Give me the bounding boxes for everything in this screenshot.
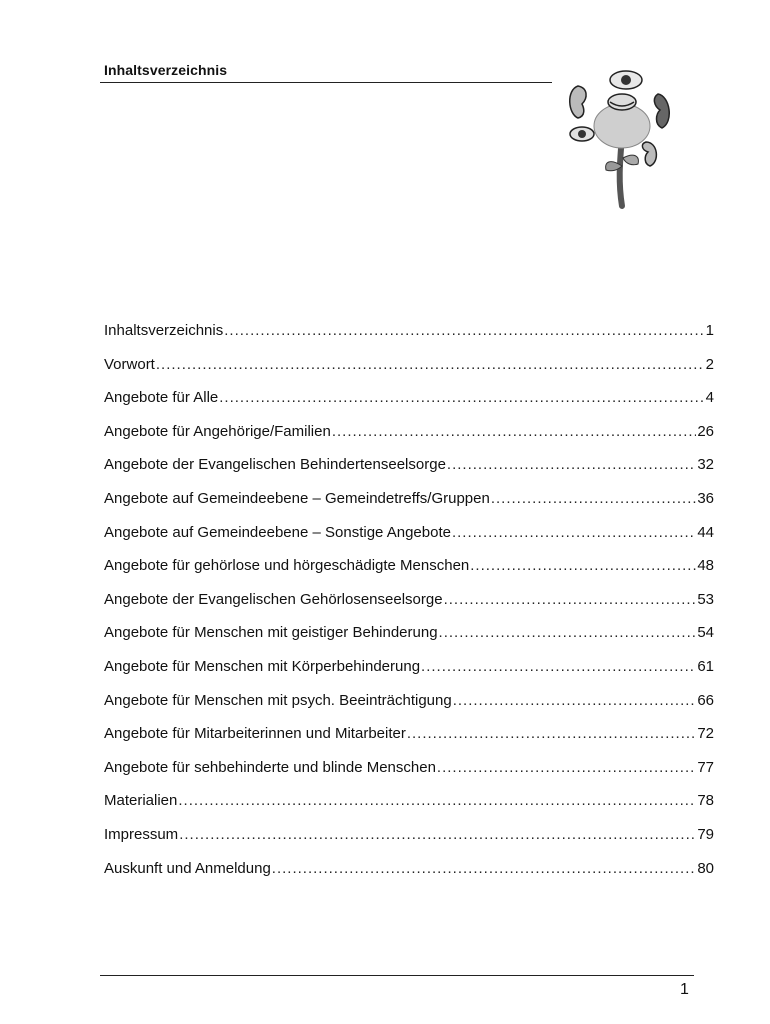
toc-leader-dots bbox=[447, 456, 696, 473]
toc-entry-page: 4 bbox=[705, 389, 714, 407]
sense-flower-logo-icon bbox=[560, 66, 684, 210]
toc-entry-page: 54 bbox=[697, 624, 714, 642]
toc-entry[interactable] bbox=[104, 759, 714, 793]
toc-entry-page: 48 bbox=[697, 557, 714, 575]
toc-leader-dots bbox=[470, 557, 696, 574]
table-of-contents bbox=[104, 322, 714, 893]
toc-entry-page: 80 bbox=[697, 859, 714, 877]
toc-entry-title: Angebote der Evangelischen Behindertenseelsorge bbox=[104, 456, 446, 474]
toc-entry-page: 44 bbox=[697, 523, 714, 541]
toc-entry[interactable] bbox=[104, 591, 714, 625]
toc-entry-title: Angebote für gehörlose und hörgeschädigte Menschen bbox=[104, 557, 470, 575]
page-number: 1 bbox=[680, 981, 689, 998]
toc-entry[interactable] bbox=[104, 692, 714, 726]
toc-entry[interactable] bbox=[104, 356, 714, 390]
toc-leader-dots bbox=[407, 725, 696, 742]
toc-leader-dots bbox=[453, 692, 697, 709]
toc-leader-dots bbox=[272, 860, 697, 877]
toc-leader-dots bbox=[444, 591, 697, 608]
toc-entry-page: 77 bbox=[697, 758, 714, 776]
toc-entry-page: 79 bbox=[697, 825, 714, 843]
toc-entry-title: Angebote auf Gemeindeebene – Gemeindetreffs/Gruppen bbox=[104, 489, 490, 507]
toc-entry-title: Auskunft und Anmeldung bbox=[104, 859, 271, 877]
toc-leader-dots bbox=[179, 826, 696, 843]
toc-leader-dots bbox=[219, 389, 704, 406]
toc-leader-dots bbox=[491, 490, 696, 507]
toc-leader-dots bbox=[332, 423, 696, 440]
toc-entry[interactable] bbox=[104, 826, 714, 860]
toc-entry[interactable] bbox=[104, 322, 714, 356]
toc-entry[interactable] bbox=[104, 792, 714, 826]
toc-leader-dots bbox=[224, 322, 704, 339]
toc-entry-title: Impressum bbox=[104, 825, 179, 843]
toc-leader-dots bbox=[178, 792, 696, 809]
toc-entry-page: 1 bbox=[705, 322, 714, 339]
toc-entry-title: Angebote der Evangelischen Gehörlosenseelsorge bbox=[104, 590, 443, 608]
toc-entry-title: Vorwort bbox=[104, 355, 155, 373]
toc-entry-page: 26 bbox=[697, 422, 714, 440]
header-divider bbox=[100, 82, 552, 83]
toc-entry-page: 36 bbox=[697, 489, 714, 507]
toc-entry[interactable] bbox=[104, 423, 714, 457]
toc-entry[interactable] bbox=[104, 524, 714, 558]
toc-entry-page: 61 bbox=[697, 657, 714, 675]
toc-entry-title: Angebote für sehbehinderte und blinde Menschen bbox=[104, 758, 436, 776]
toc-entry-page: 2 bbox=[705, 355, 714, 373]
toc-leader-dots bbox=[156, 356, 705, 373]
toc-entry-title: Inhaltsverzeichnis bbox=[104, 322, 224, 339]
toc-entry-page: 66 bbox=[697, 691, 714, 709]
toc-entry-page: 72 bbox=[697, 725, 714, 743]
footer-divider bbox=[100, 975, 694, 976]
toc-entry-page: 53 bbox=[697, 590, 714, 608]
toc-entry-title: Angebote für Menschen mit geistiger Behinderung bbox=[104, 624, 438, 642]
toc-entry-title: Angebote für Alle bbox=[104, 389, 219, 407]
toc-entry-title: Angebote für Menschen mit Körperbehinderung bbox=[104, 657, 421, 675]
toc-entry-page: 78 bbox=[697, 792, 714, 810]
toc-entry[interactable] bbox=[104, 658, 714, 692]
toc-entry[interactable] bbox=[104, 624, 714, 658]
toc-entry-title: Angebote für Angehörige/Familien bbox=[104, 422, 331, 440]
toc-entry[interactable] bbox=[104, 389, 714, 423]
toc-entry-page: 32 bbox=[697, 456, 714, 474]
page-header-title: Inhaltsverzeichnis bbox=[104, 62, 228, 78]
toc-entry-title: Angebote auf Gemeindeebene – Sonstige Angebote bbox=[104, 523, 451, 541]
toc-entry-title: Angebote für Mitarbeiterinnen und Mitarbeiter bbox=[104, 725, 406, 743]
toc-leader-dots bbox=[439, 624, 697, 641]
toc-entry[interactable] bbox=[104, 490, 714, 524]
toc-entry[interactable] bbox=[104, 557, 714, 591]
toc-leader-dots bbox=[421, 658, 696, 675]
toc-entry[interactable] bbox=[104, 456, 714, 490]
toc-entry[interactable] bbox=[104, 725, 714, 759]
toc-entry[interactable] bbox=[104, 860, 714, 894]
toc-leader-dots bbox=[437, 759, 696, 776]
toc-leader-dots bbox=[452, 524, 696, 541]
toc-entry-title: Angebote für Menschen mit psych. Beeinträchtigung bbox=[104, 691, 452, 709]
toc-entry-title: Materialien bbox=[104, 792, 178, 810]
